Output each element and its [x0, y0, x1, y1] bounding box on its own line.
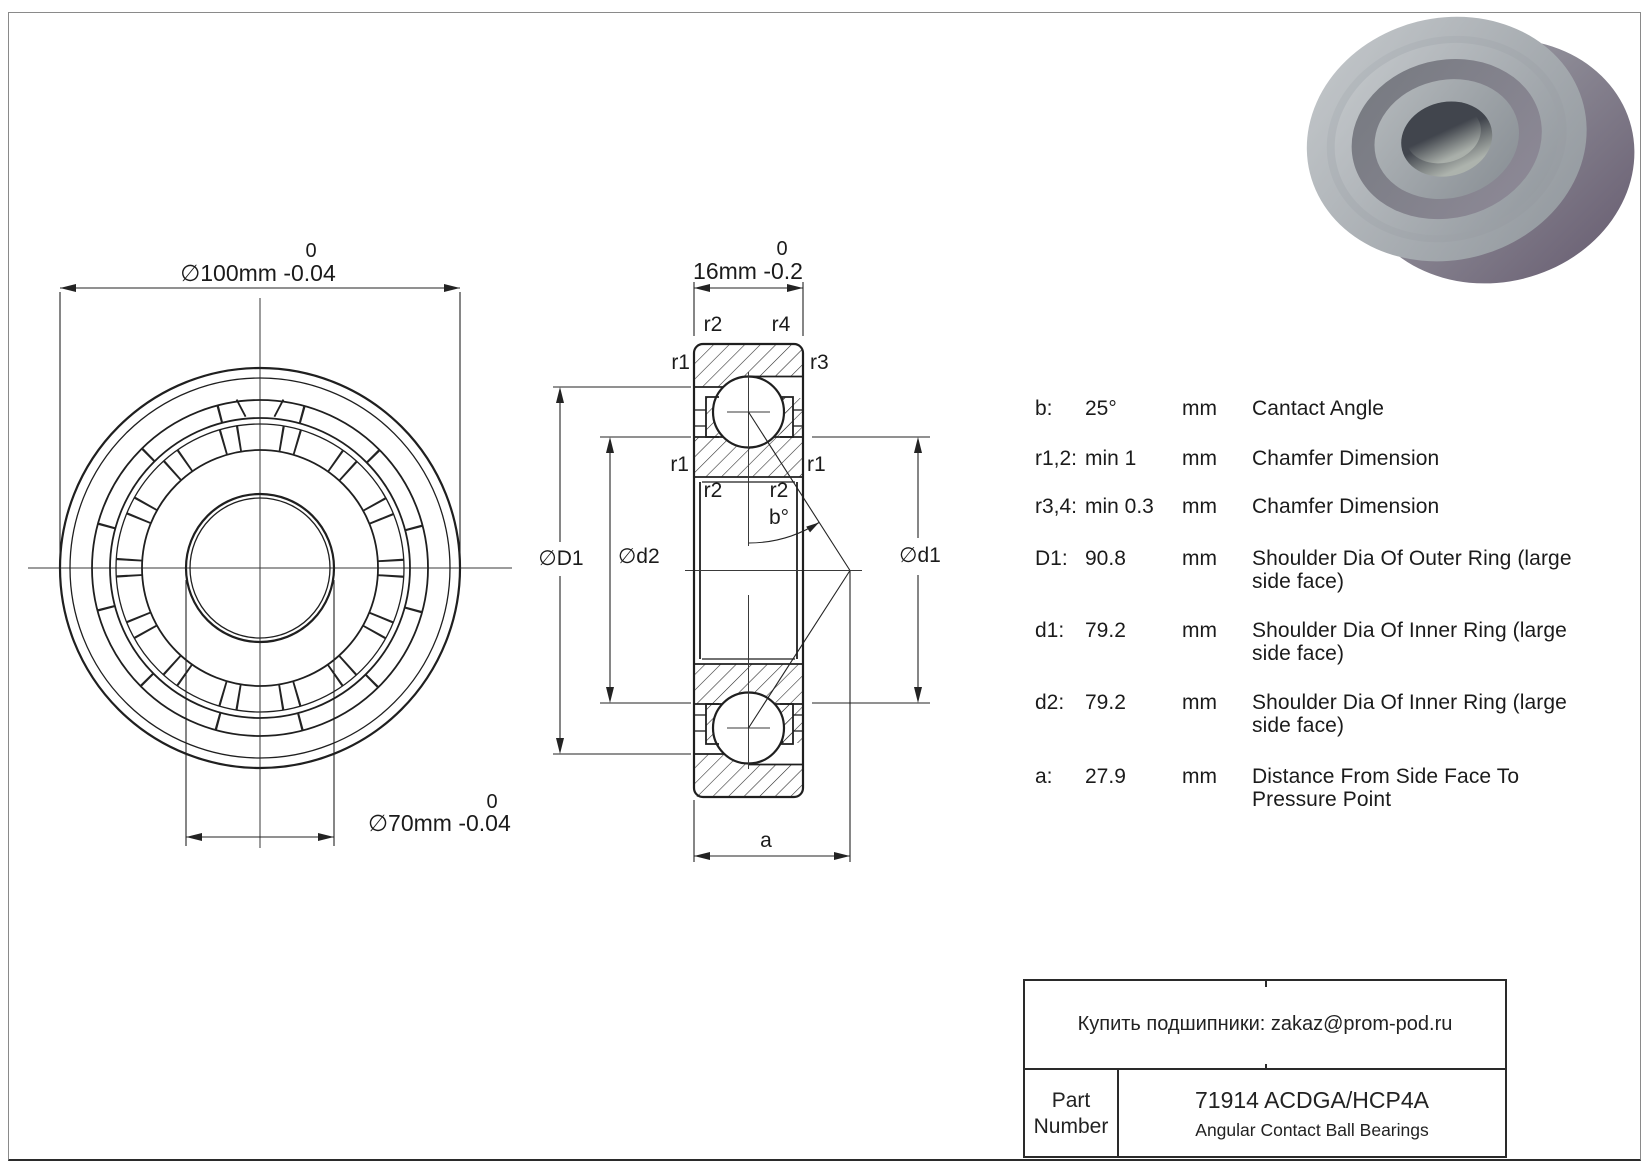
dim-bore-diameter	[186, 580, 511, 846]
label-D1: ∅D1	[538, 547, 584, 570]
spec-unit: mm	[1182, 547, 1217, 570]
part-number-cell	[1119, 1070, 1505, 1158]
spec-value: 79.2	[1085, 619, 1126, 642]
section-view	[538, 238, 940, 862]
label-r2-mid-left: r2	[703, 479, 723, 502]
spec-key: D1:	[1035, 547, 1068, 570]
spec-desc: Distance From Side Face To Pressure Point	[1252, 765, 1520, 811]
label-r1-mid-left: r1	[670, 453, 689, 476]
spec-value: 27.9	[1085, 765, 1126, 788]
spec-key: r3,4:	[1035, 495, 1078, 518]
label-r1-mid-right: r1	[807, 453, 826, 476]
spec-unit: mm	[1182, 447, 1217, 470]
spec-unit: mm	[1182, 619, 1217, 642]
front-view	[28, 240, 512, 848]
spec-unit: mm	[1182, 765, 1217, 788]
part-number: 71914 ACDGA/HCP4A	[1195, 1087, 1429, 1113]
part-number-label: Part Number	[1025, 1070, 1119, 1158]
dim-width-label: 16mm -0.2	[693, 258, 803, 284]
dim-bore-tolerance: 0	[486, 791, 498, 813]
spec-value: 25°	[1085, 397, 1117, 420]
dim-bore-label: ∅70mm -0.04	[368, 810, 511, 836]
spec-unit: mm	[1182, 691, 1217, 714]
dim-a	[694, 800, 850, 862]
spec-value: min 0.3	[1085, 495, 1154, 518]
spec-unit: mm	[1182, 397, 1217, 420]
spec-row-b	[1035, 397, 1595, 420]
label-r3-top-right: r3	[810, 351, 829, 374]
label-r4-top: r4	[771, 313, 791, 336]
title-block	[1023, 979, 1507, 1158]
contact-angle-arrow	[806, 523, 819, 533]
spec-desc: Chamfer Dimension	[1252, 495, 1440, 518]
part-type: Angular Contact Ball Bearings	[1195, 1120, 1429, 1140]
ball-pocket-edge	[274, 400, 283, 417]
spec-value: 90.8	[1085, 547, 1126, 570]
label-d2: ∅d2	[618, 545, 660, 568]
spec-desc: Shoulder Dia Of Inner Ring (large side face)	[1252, 619, 1567, 665]
bearing-photo	[1300, 8, 1635, 300]
spec-desc: Chamfer Dimension	[1252, 447, 1440, 470]
spec-row-r12	[1035, 447, 1595, 470]
dim-D1	[538, 387, 691, 754]
label-r2-top: r2	[703, 313, 723, 336]
spec-key: r1,2:	[1035, 447, 1078, 470]
spec-value: min 1	[1085, 447, 1137, 470]
label-r1-top-left: r1	[671, 351, 690, 374]
spec-value: 79.2	[1085, 691, 1126, 714]
spec-desc: Cantact Angle	[1252, 397, 1385, 420]
spec-row-d1	[1035, 619, 1595, 665]
spec-key: d2:	[1035, 691, 1065, 714]
label-r2-mid-right: r2	[769, 479, 789, 502]
spec-unit: mm	[1182, 495, 1217, 518]
spec-desc: Shoulder Dia Of Outer Ring (large side face)	[1252, 547, 1572, 593]
bearing-3d-render	[1300, 8, 1635, 300]
dim-d2	[600, 437, 691, 703]
spec-desc: Shoulder Dia Of Inner Ring (large side face)	[1252, 691, 1567, 737]
label-contact-angle: b°	[768, 506, 790, 529]
spec-row-r34	[1035, 495, 1595, 518]
spec-row-d2	[1035, 691, 1595, 737]
dim-outer-tolerance: 0	[305, 240, 317, 262]
title-block-contact-cell	[1025, 981, 1505, 1070]
spec-key: b:	[1035, 397, 1053, 420]
label-d1: ∅d1	[899, 544, 941, 567]
label-a: a	[760, 829, 772, 852]
dim-width-tolerance: 0	[776, 238, 788, 260]
ball-pocket-edge	[237, 400, 246, 417]
contact-text: Купить подшипники: zakaz@prom-pod.ru	[1077, 1013, 1453, 1035]
spec-row-a	[1035, 765, 1595, 811]
dim-outer-label: ∅100mm -0.04	[180, 260, 336, 286]
spec-key: d1:	[1035, 619, 1065, 642]
spec-row-D1	[1035, 547, 1595, 593]
spec-key: a:	[1035, 765, 1053, 788]
